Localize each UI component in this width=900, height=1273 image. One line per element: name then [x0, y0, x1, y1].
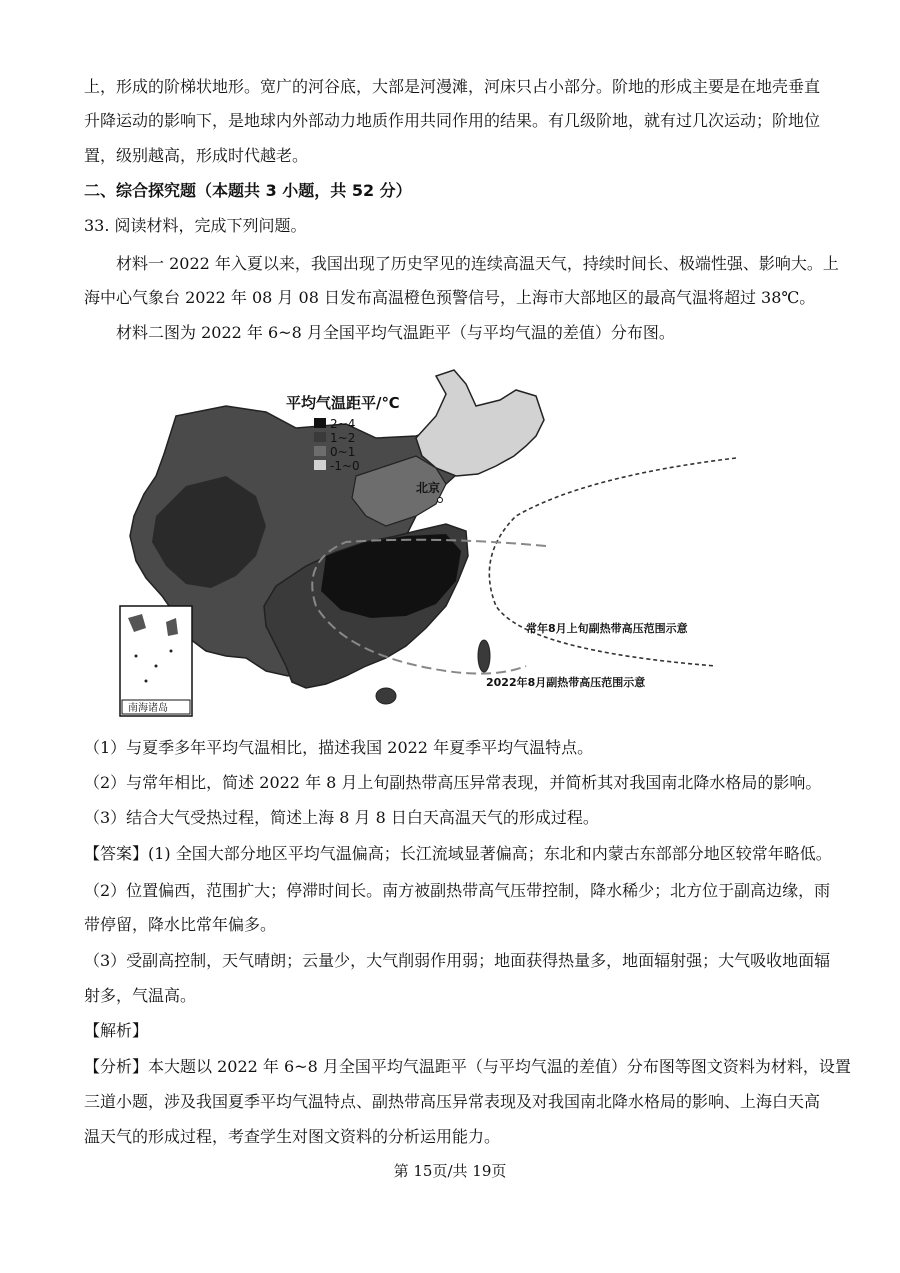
china-northeast-region [416, 370, 544, 476]
analysis-line-3: 温天气的形成过程，考查学生对图文资料的分析运用能力。 [84, 1127, 501, 1146]
analysis-line-2: 三道小题，涉及我国夏季平均气温特点、副热带高压异常表现及对我国南北降水格局的影响、上海白天高 [84, 1092, 821, 1111]
normal-range-label: 常年8月上旬副热带高压范围示意 [526, 622, 688, 635]
answer-line-4: （3）受副高控制，天气晴朗；云量少，大气削弱作用弱；地面获得热量多，地面辐射强；大气吸收地面辐 [84, 951, 831, 970]
taiwan-island [478, 640, 490, 672]
intro-line-1: 上，形成的阶梯状地形。宽广的河谷底，大部是河漫滩，河床只占小部分。阶地的形成主要是在地壳垂直 [84, 77, 821, 96]
legend-swatch-1 [314, 418, 326, 428]
answer-line-5: 射多，气温高。 [84, 986, 197, 1005]
analysis-line-1: 【分析】本大题以 2022 年 6~8 月全国平均气温距平（与平均气温的差值）分布图等图文资料为材料，设置 [84, 1057, 851, 1076]
page-footer: 第 15页/共 19页 [393, 1162, 507, 1180]
answer-line-1: 【答案】(1) 全国大部分地区平均气温偏高；长江流域显著偏高；东北和内蒙古东部部分地区较常年略低。 [84, 844, 832, 863]
legend-swatch-3 [314, 446, 326, 456]
question-title: 33. 阅读材料，完成下列问题。 [84, 216, 307, 235]
south-china-sea-inset [120, 606, 192, 716]
legend-swatch-4 [314, 460, 326, 470]
legend-swatch-2 [314, 432, 326, 442]
temperature-anomaly-map [116, 366, 736, 720]
material1-line-1: 材料一 2022 年入夏以来，我国出现了历史罕见的连续高温天气，持续时间长、极端性强、影响大。上 [116, 254, 839, 273]
beijing-marker [438, 498, 443, 503]
material1-line-2: 海中心气象台 2022 年 08 月 08 日发布高温橙色预警信号，上海市大部地区的最高气温将超过 38℃。 [84, 288, 816, 307]
analysis-label: 【解析】 [84, 1021, 149, 1040]
intro-line-2: 升降运动的影响下，是地球内外部动力地质作用共同作用的结果。有几级阶地，就有过几次运动；阶地位 [84, 111, 821, 130]
beijing-label: 北京 [416, 481, 441, 495]
legend-label-4: -1~0 [330, 459, 360, 473]
range-2022-label: 2022年8月副热带高压范围示意 [486, 676, 646, 689]
material2-line: 材料二图为 2022 年 6~8 月全国平均气温距平（与平均气温的差值）分布图。 [116, 323, 675, 342]
legend-label-2: 1~2 [330, 431, 356, 445]
section-heading: 二、综合探究题（本题共 3 小题，共 52 分） [84, 181, 412, 200]
question-2: （2）与常年相比，简述 2022 年 8 月上旬副热带高压异常表现，并简析其对我国南北降水格局的影响。 [84, 773, 822, 792]
question-1: （1）与夏季多年平均气温相比，描述我国 2022 年夏季平均气温特点。 [84, 738, 594, 757]
legend-label-3: 0~1 [330, 445, 356, 459]
legend-title: 平均气温距平/℃ [286, 394, 400, 412]
intro-line-3: 置，级别越高，形成时代越老。 [84, 146, 309, 165]
hainan-island [376, 688, 396, 704]
legend-label-1: 2~4 [330, 417, 356, 431]
answer-line-3: 带停留，降水比常年偏多。 [84, 915, 277, 934]
question-3: （3）结合大气受热过程，简述上海 8 月 8 日白天高温天气的形成过程。 [84, 808, 599, 827]
answer-line-2: （2）位置偏西，范围扩大；停滞时间长。南方被副热带高气压带控制，降水稀少；北方位于副高边缘，雨 [84, 881, 831, 900]
inset-label: 南海诸岛 [128, 703, 168, 714]
